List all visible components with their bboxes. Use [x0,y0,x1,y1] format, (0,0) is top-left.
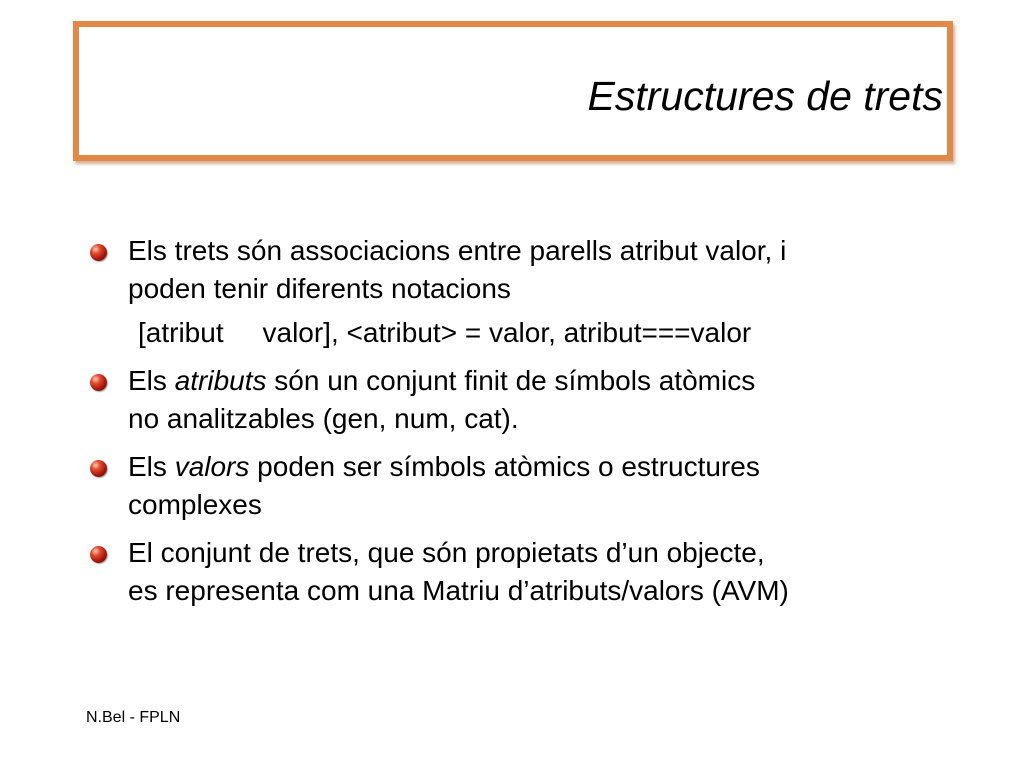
bullet-1-line-2: poden tenir diferents notacions [128,273,511,304]
bullet-2-suffix: són un conjunt finit de símbols atòmics [266,365,756,396]
slide-footer: N.Bel - FPLN [86,709,181,726]
notation-examples: [atribut valor], <atribut> = valor, atribut===valor [138,317,752,348]
bullet-4-line-1: El conjunt de trets, que són propietats d’un objecte, [128,537,765,568]
bullet-2-emphasis: atributs [174,365,267,396]
bullet-3-prefix: Els [128,451,175,482]
red-sphere-bullet-icon [90,374,107,391]
red-sphere-bullet-icon [90,546,107,563]
bullet-3-line-2: complexes [128,489,262,520]
red-sphere-bullet-icon [90,244,107,261]
bullet-4-line-2: es representa com una Matriu d’atributs/valors (AVM) [128,575,789,606]
bullet-item-2 [90,362,950,438]
bullet-3-emphasis: valors [174,451,250,482]
bullet-2-line-2: no analitzables (gen, num, cat). [128,403,519,434]
title-frame [73,21,953,161]
bullet-1-line-1: Els trets són associacions entre parells atribut valor, i [128,235,787,266]
slide-content [90,232,950,620]
bullet-item-3 [90,448,950,524]
bullet-item-1 [90,232,950,308]
bullet-2-prefix: Els [128,365,175,396]
bullet-3-suffix: poden ser símbols atòmics o estructures [249,451,760,482]
bullet-item-4 [90,534,950,610]
slide-title: Estructures de trets [587,73,943,119]
red-sphere-bullet-icon [90,460,107,477]
